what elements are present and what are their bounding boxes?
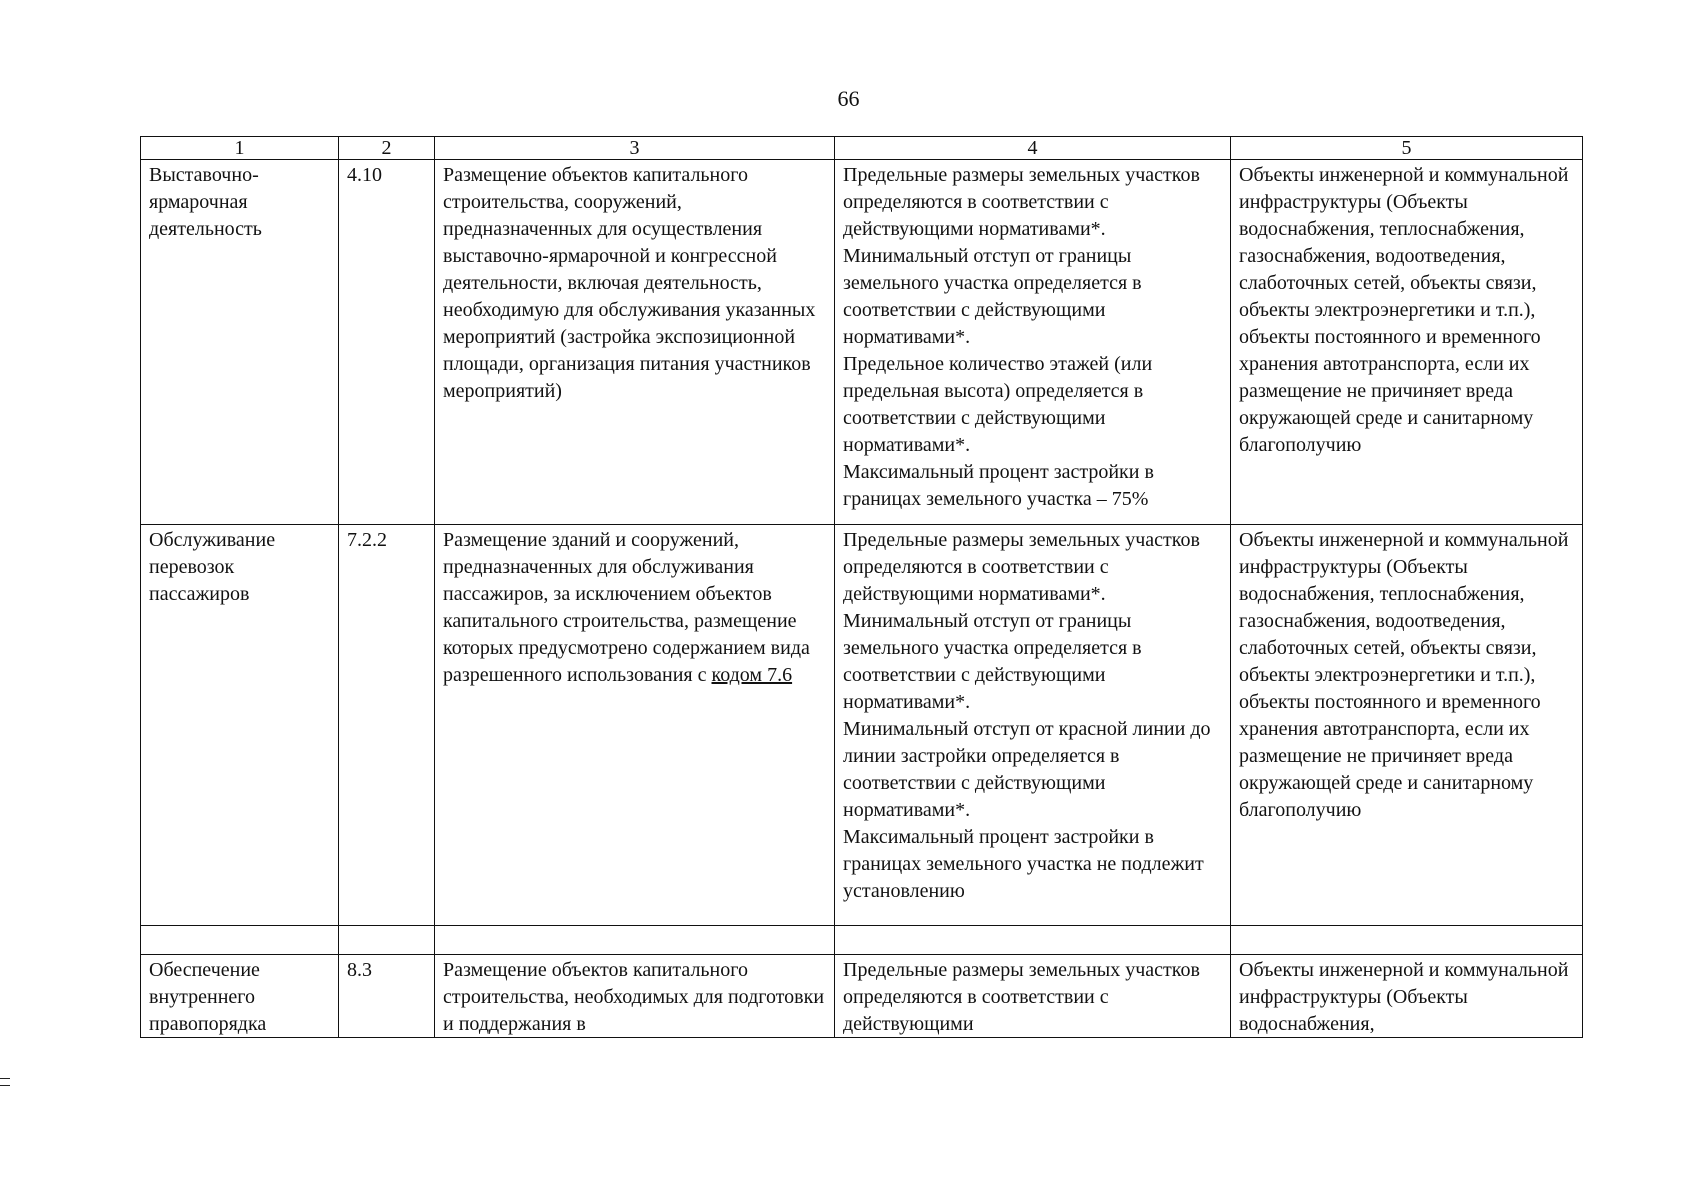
use-description: [435, 525, 835, 926]
page-number: 66: [837, 86, 860, 111]
header-col-2: 2: [339, 137, 435, 160]
header-col-3: 3: [435, 137, 835, 160]
table-row: [141, 955, 1583, 1038]
parameter-line: Минимальный отступ от красной линии до линии застройки определяется в соответствии с действующими нормативами*.: [843, 718, 1211, 821]
parameter-line: Максимальный процент застройки в границах земельного участка – 75%: [843, 461, 1154, 510]
use-name: [141, 955, 339, 1038]
empty-row: [141, 926, 1583, 955]
parameter-line: Предельное количество этажей (или предельная высота) определяется в соответствии с действующими нормативами*.: [843, 353, 1153, 456]
land-use-table: [140, 136, 1583, 1038]
auxiliary-uses: Объекты инженерной и коммунальной инфраструктуры (Объекты водоснабжения, теплоснабжения, газоснабжения, водоотведения, слаботочных сетей, объекты связи, объекты электроэнергетики и т.п.), объекты постоянного и временного хранения автотранспорта, если их размещение не причиняет вреда окружающей среде и санитарному благополучию: [1231, 525, 1583, 926]
use-name-text: Обеспечение внутреннего правопорядка: [149, 959, 267, 1035]
empty-cell: [435, 926, 835, 955]
parameter-line: Предельные размеры земельных участков определяются в соответствии с действующими нормативами*.: [843, 529, 1200, 605]
code-reference-link[interactable]: кодом 7.6: [711, 664, 793, 686]
use-code: [339, 955, 435, 1038]
use-parameters: [835, 955, 1231, 1038]
auxiliary-uses: [1231, 955, 1583, 1038]
use-name: Обслуживание перевозок пассажиров: [141, 525, 339, 926]
use-code: 4.10: [339, 160, 435, 525]
use-name: Выставочно-ярмарочная деятельность: [141, 160, 339, 525]
empty-cell: [835, 926, 1231, 955]
use-code: 7.2.2: [339, 525, 435, 926]
auxiliary-uses: Объекты инженерной и коммунальной инфраструктуры (Объекты водоснабжения, теплоснабжения, газоснабжения, водоотведения, слаботочных сетей, объекты связи, объекты электроэнергетики и т.п.), объекты постоянного и временного хранения автотранспорта, если их размещение не причиняет вреда окружающей среде и санитарному благополучию: [1231, 160, 1583, 525]
header-row: [141, 137, 1583, 160]
use-description-text: Размещение объектов капитального строительства, необходимых для подготовки и поддержания в: [443, 959, 825, 1035]
use-description: Размещение объектов капитального строительства, сооружений, предназначенных для осуществления выставочно-ярмарочной и конгрессной деятельности, включая деятельность, необходимую для обслуживания указанных мероприятий (застройка экспозиционной площади, организация питания участников мероприятий): [435, 160, 835, 525]
table-row: [141, 525, 1583, 926]
use-parameters: [835, 525, 1231, 926]
scan-edge-mark: [0, 1078, 10, 1086]
use-description: [435, 955, 835, 1038]
header-col-1: 1: [141, 137, 339, 160]
use-code-text: 8.3: [347, 959, 372, 981]
parameter-line: Максимальный процент застройки в границах земельного участка не подлежит установлению: [843, 826, 1204, 902]
empty-cell: [1231, 926, 1583, 955]
use-parameters: [835, 160, 1231, 525]
header-col-5: 5: [1231, 137, 1583, 160]
description-text: Размещение зданий и сооружений, предназначенных для обслуживания пассажиров, за исключением объектов капитального строительства, размещение которых предусмотрено содержанием вида разрешенного использования с: [443, 529, 810, 686]
table-row: [141, 160, 1583, 525]
parameter-line: Предельные размеры земельных участков определяются в соответствии с действующими: [843, 959, 1200, 1035]
header-col-4: 4: [835, 137, 1231, 160]
parameter-line: Предельные размеры земельных участков определяются в соответствии с действующими нормативами*.: [843, 164, 1200, 240]
parameter-line: Минимальный отступ от границы земельного участка определяется в соответствии с действующими нормативами*.: [843, 610, 1142, 713]
empty-cell: [339, 926, 435, 955]
parameter-line: Минимальный отступ от границы земельного участка определяется в соответствии с действующими нормативами*.: [843, 245, 1142, 348]
empty-cell: [141, 926, 339, 955]
auxiliary-uses-text: Объекты инженерной и коммунальной инфраструктуры (Объекты водоснабжения,: [1239, 959, 1569, 1035]
